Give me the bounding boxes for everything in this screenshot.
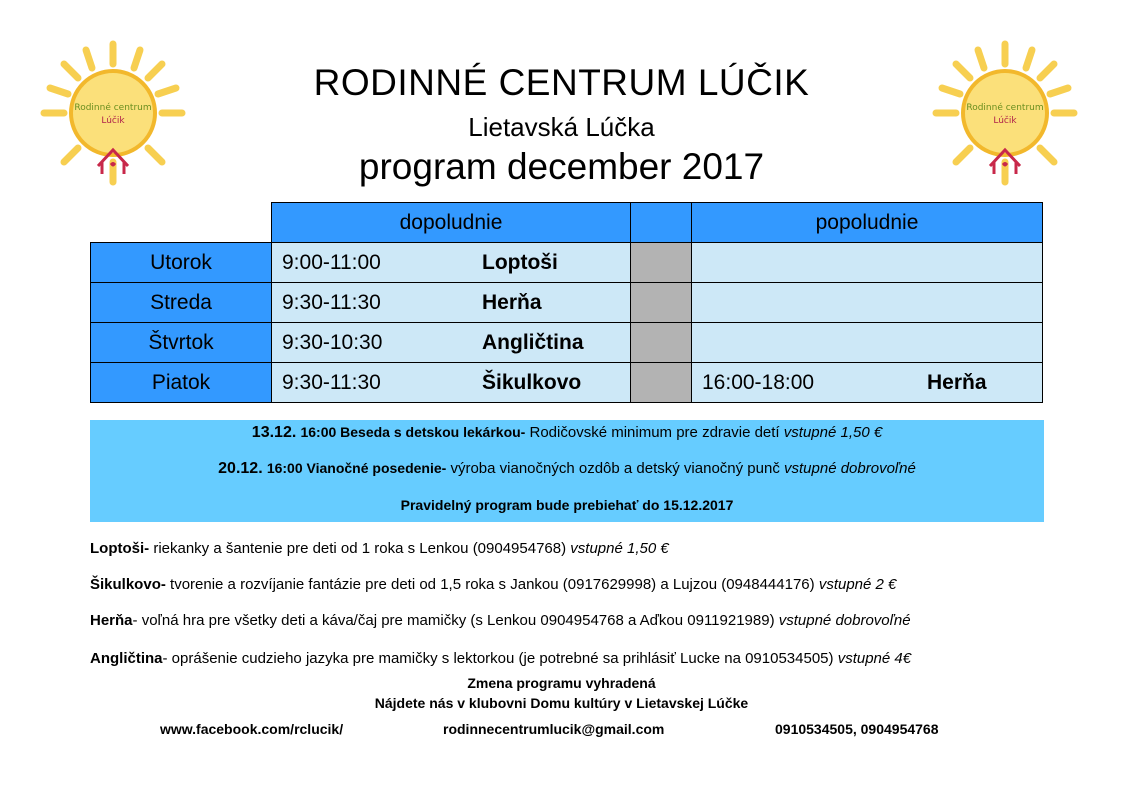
location-note: Nájdete nás v klubovni Domu kultúry v Lietavskej Lúčke (374, 695, 749, 711)
pm-cell (692, 323, 1043, 363)
description-name: Herňa (90, 612, 133, 629)
gap-cell (631, 363, 692, 403)
logo-text-2: Lúčik (993, 116, 1017, 126)
header-gap-cell (631, 203, 692, 243)
gap-cell (631, 323, 692, 363)
description-fee: vstupné 1,50 € (570, 540, 669, 557)
day-cell: Štvrtok (91, 323, 272, 363)
description-line (90, 540, 669, 557)
event-date: 20.12. (218, 460, 263, 477)
day-cell: Utorok (91, 243, 272, 283)
event-desc: výroba vianočných ozdôb a detský vianočný punč (446, 460, 784, 477)
page-title: RODINNÉ CENTRUM LÚČIK (313, 62, 810, 103)
logo-text-1: Rodinné centrum (966, 103, 1044, 113)
description-name: Loptoši- (90, 540, 150, 557)
event-line (90, 424, 1044, 442)
am-activity: Šikulkovo (482, 370, 582, 394)
event-title: 16:00 Beseda s detskou lekárkou- (300, 424, 526, 440)
phone-numbers: 0910534505, 0904954768 (775, 721, 939, 737)
description-line (90, 612, 911, 629)
description-fee: vstupné 2 € (818, 576, 897, 593)
gap-cell (631, 283, 692, 323)
description-fee: vstupné dobrovoľné (778, 612, 911, 629)
description-text: riekanky a šantenie pre deti od 1 roka s Lenkou (0904954768) (149, 540, 571, 557)
am-cell (272, 363, 631, 403)
schedule-table (90, 202, 1043, 403)
header-blank-cell (91, 203, 272, 243)
logo-text-1: Rodinné centrum (74, 103, 152, 113)
event-date: 13.12. (251, 424, 297, 441)
pm-header: popoludnie (692, 203, 1043, 243)
facebook-link[interactable]: www.facebook.com/rclucik/ (160, 721, 344, 737)
event-desc: Rodičovské minimum pre zdravie detí (525, 424, 784, 441)
schedule-row (91, 323, 1043, 363)
day-cell: Piatok (91, 363, 272, 403)
pm-cell (692, 283, 1043, 323)
description-line (90, 650, 911, 667)
day-cell: Streda (91, 283, 272, 323)
event-fee: vstupné dobrovoľné (784, 460, 916, 477)
event-title: 16:00 Vianočné posedenie- (266, 460, 447, 476)
description-line (90, 576, 896, 593)
am-activity: Herňa (482, 290, 542, 314)
email-link[interactable]: rodinnecentrumlucik@gmail.com (443, 721, 665, 737)
gap-cell (631, 243, 692, 283)
schedule-row (91, 363, 1043, 403)
description-text: tvorenie a rozvíjanie fantázie pre deti od 1,5 roka s Jankou (0917629998) a Lujzou (0948444176) (165, 576, 819, 593)
pm-cell (692, 243, 1043, 283)
am-header: dopoludnie (272, 203, 631, 243)
event-line (90, 460, 1044, 478)
schedule-row (91, 283, 1043, 323)
am-activity: Angličtina (482, 330, 584, 354)
pm-time: 16:00-18:00 (702, 370, 815, 394)
description-text: - oprášenie cudzieho jazyka pre mamičky s lektorkou (je potrebné sa prihlásiť Lucke na 0910534505) (162, 650, 838, 667)
description-name: Angličtina (90, 650, 163, 667)
description-fee: vstupné 4€ (837, 650, 912, 667)
page-subtitle: Lietavská Lúčka (468, 112, 655, 142)
am-cell (272, 243, 631, 283)
pm-cell (692, 363, 1043, 403)
description-text: - voľná hra pre všetky deti a káva/čaj pre mamičky (s Lenkou 0904954768 a Aďkou 0911921989) (132, 612, 779, 629)
events-box (90, 420, 1044, 522)
program-note: Pravidelný program bude prebiehať do 15.12.2017 (400, 497, 734, 513)
am-time: 9:30-11:30 (282, 370, 381, 394)
schedule-header-row (91, 203, 1043, 243)
am-time: 9:30-11:30 (282, 290, 381, 314)
event-fee: vstupné 1,50 € (783, 424, 883, 441)
am-time: 9:00-11:00 (282, 250, 381, 274)
schedule-row (91, 243, 1043, 283)
am-time: 9:30-10:30 (282, 330, 383, 354)
am-activity: Loptoši (482, 250, 558, 274)
program-change-note: Zmena programu vyhradená (467, 675, 656, 691)
pm-activity: Herňa (927, 370, 987, 394)
am-cell (272, 283, 631, 323)
logo-text-2: Lúčik (101, 116, 125, 126)
program-heading: program december 2017 (358, 146, 765, 187)
am-cell (272, 323, 631, 363)
description-name: Šikulkovo- (90, 576, 166, 593)
